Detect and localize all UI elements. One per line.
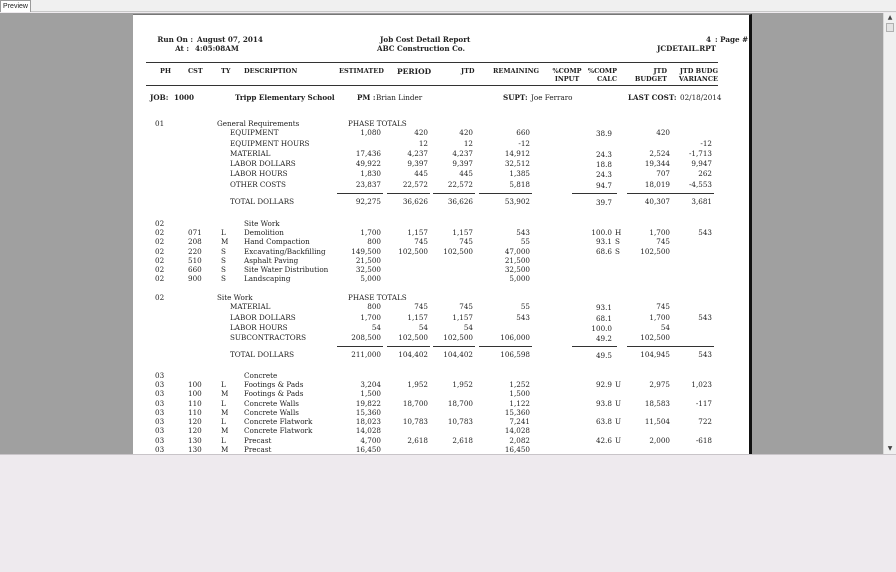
- detail-est: 21,500: [355, 255, 381, 265]
- detail-rem: 1,122: [509, 398, 530, 408]
- job-label: JOB:: [150, 93, 169, 102]
- phase-line-period: 22,572: [402, 179, 428, 189]
- detail-est: 3,204: [360, 380, 381, 390]
- phase-line-rem: 543: [516, 312, 530, 322]
- detail-ty: S: [221, 255, 226, 265]
- col-comp-input-1: %COMP: [552, 67, 582, 75]
- total-jtd: 36,626: [447, 197, 473, 206]
- detail-ty: L: [221, 417, 226, 427]
- detail-ph: 03: [155, 389, 165, 399]
- phase-line-label: EQUIPMENT HOURS: [230, 138, 310, 148]
- detail-flag: U: [615, 417, 622, 427]
- detail-description: Footings & Pads: [244, 380, 304, 390]
- detail-rem: 1,252: [509, 380, 530, 390]
- detail-jtd: 10,783: [447, 417, 473, 427]
- detail-ph: 02: [155, 228, 165, 238]
- detail-ph: 03: [155, 417, 165, 427]
- detail-period: 2,618: [407, 435, 428, 445]
- detail-flag: U: [615, 398, 622, 408]
- detail-description: Site Water Distribution: [244, 265, 329, 275]
- detail-cst: 110: [188, 398, 202, 408]
- phase-line-label: EQUIPMENT: [230, 128, 279, 138]
- phase-line-period: 102,500: [398, 333, 428, 343]
- phase-line-est: 208,500: [351, 333, 381, 343]
- phase-line-label: LABOR HOURS: [230, 322, 288, 332]
- empty-area: [0, 454, 896, 572]
- run-on-value: August 07, 2014: [197, 35, 263, 44]
- total-rule: [627, 193, 714, 194]
- detail-period: 102,500: [398, 246, 428, 256]
- detail-cst: 120: [188, 426, 202, 436]
- phase-line-budget: 54: [660, 322, 670, 332]
- pm-name: Brian Linder: [376, 93, 423, 102]
- phase-line-jtd: 420: [459, 128, 473, 138]
- tab-preview[interactable]: Preview: [0, 0, 31, 12]
- detail-description: Excavating/Backfilling: [244, 246, 326, 256]
- page-number: 4: [705, 35, 711, 44]
- detail-calc: 68.6: [595, 246, 612, 256]
- detail-rem: 21,500: [504, 255, 530, 265]
- detail-rem: 55: [520, 237, 530, 247]
- phase-line-jtd: 22,572: [447, 179, 473, 189]
- detail-cst: 660: [188, 265, 202, 275]
- detail-est: 1,500: [360, 389, 381, 399]
- detail-ty: S: [221, 265, 226, 275]
- detail-rem: 32,500: [504, 265, 530, 275]
- detail-rem: 2,082: [509, 435, 530, 445]
- detail-period: 18,700: [402, 398, 428, 408]
- detail-cst: 130: [188, 435, 202, 445]
- last-cost-date: 02/18/2014: [680, 93, 722, 102]
- phase-line-est: 23,837: [355, 179, 381, 189]
- phase-line-budget: 745: [656, 302, 670, 312]
- phase-line-jtd: 54: [463, 322, 473, 332]
- total-budget: 104,945: [640, 350, 670, 360]
- detail-ty: L: [221, 380, 226, 390]
- phase-line-rem: 1,385: [509, 169, 530, 179]
- phase-line-label: LABOR HOURS: [230, 169, 288, 179]
- phase-line-budget: 18,019: [644, 179, 670, 189]
- detail-budget: 1,700: [649, 228, 670, 238]
- detail-cst: 100: [188, 389, 202, 399]
- detail-period: 745: [414, 237, 428, 247]
- phase-line-budget: 420: [656, 128, 670, 138]
- total-rule: [387, 193, 430, 194]
- detail-ph: 03: [155, 380, 165, 390]
- detail-ph: 03: [155, 435, 165, 445]
- detail-ty: L: [221, 398, 226, 408]
- phase-line-var: -1,713: [688, 148, 712, 158]
- col-jtd: JTD: [461, 67, 475, 75]
- phase-line-est: 17,436: [355, 148, 381, 158]
- detail-est: 19,822: [355, 398, 381, 408]
- phase-line-jtd: 445: [459, 169, 473, 179]
- total-rule: [627, 346, 714, 347]
- phase-line-calc: 18.8: [595, 160, 612, 170]
- detail-ty: M: [221, 426, 229, 436]
- detail-rem: 5,000: [509, 274, 530, 284]
- phase-line-budget: 2,524: [649, 148, 670, 158]
- detail-ph: 02: [155, 274, 165, 284]
- detail-calc: 92.9: [595, 380, 612, 390]
- detail-budget: 2,000: [649, 435, 670, 445]
- detail-phase-name: Concrete: [244, 371, 278, 380]
- phase-line-jtd: 12: [463, 138, 473, 148]
- phase-line-label: OTHER COSTS: [230, 179, 286, 189]
- detail-ty: M: [221, 407, 229, 417]
- phase-line-rem: 660: [516, 128, 530, 138]
- detail-rem: 7,241: [509, 417, 530, 427]
- detail-ph: 03: [155, 426, 165, 436]
- detail-var: -117: [695, 398, 712, 408]
- phase-number: 01: [155, 119, 165, 128]
- detail-calc: 93.1: [595, 237, 612, 247]
- phase-line-jtd: 9,397: [452, 159, 473, 169]
- col-ph: PH: [160, 67, 172, 75]
- detail-jtd: 2,618: [452, 435, 473, 445]
- detail-description: Landscaping: [244, 274, 291, 284]
- phase-line-var: -12: [700, 138, 712, 148]
- phase-line-est: 1,700: [360, 312, 381, 322]
- detail-ph: 03: [155, 398, 165, 408]
- report-page: [133, 14, 752, 454]
- total-rule: [433, 346, 475, 347]
- detail-calc: 63.8: [595, 417, 612, 427]
- detail-rem: 47,000: [504, 246, 530, 256]
- detail-est: 5,000: [360, 274, 381, 284]
- detail-var: 722: [698, 417, 712, 427]
- detail-flag: S: [615, 237, 620, 247]
- phase-line-rem: 106,000: [500, 333, 530, 343]
- phase-line-calc: 49.2: [595, 334, 612, 344]
- col-ty: TY: [221, 67, 231, 75]
- detail-ty: S: [221, 246, 226, 256]
- scroll-up-icon[interactable]: ▲: [887, 14, 893, 21]
- detail-jtd: 18,700: [447, 398, 473, 408]
- detail-ty: S: [221, 274, 226, 284]
- phase-line-calc: 68.1: [595, 313, 612, 323]
- phase-line-period: 745: [414, 302, 428, 312]
- phase-line-period: 420: [414, 128, 428, 138]
- phase-totals-label: PHASE TOTALS: [348, 119, 407, 128]
- phase-line-label: LABOR DOLLARS: [230, 159, 296, 169]
- detail-jtd: 745: [459, 237, 473, 247]
- total-jtd: 104,402: [443, 350, 473, 360]
- detail-cst: 208: [188, 237, 202, 247]
- detail-est: 14,028: [355, 426, 381, 436]
- phase-line-budget: 1,700: [649, 312, 670, 322]
- detail-ty: M: [221, 237, 229, 247]
- detail-jtd: 102,500: [443, 246, 473, 256]
- total-period: 104,402: [398, 350, 428, 360]
- detail-calc: 42.6: [595, 435, 612, 445]
- detail-budget: 18,583: [644, 398, 670, 408]
- phase-line-period: 12: [418, 138, 428, 148]
- phase-name: General Requirements: [217, 119, 300, 128]
- detail-calc: 100.0: [591, 228, 612, 238]
- phase-line-var: 262: [698, 169, 712, 179]
- phase-line-label: MATERIAL: [230, 148, 271, 158]
- detail-var: 543: [698, 228, 712, 238]
- col-period: PERIOD: [397, 67, 432, 76]
- phase-line-est: 800: [367, 302, 381, 312]
- detail-description: Hand Compaction: [244, 237, 310, 247]
- total-rule: [479, 193, 532, 194]
- phase-line-jtd: 102,500: [443, 333, 473, 343]
- phase-line-jtd: 1,157: [452, 312, 473, 322]
- col-description: DESCRIPTION: [244, 67, 298, 75]
- detail-est: 4,700: [360, 435, 381, 445]
- detail-budget: 11,504: [644, 417, 670, 427]
- total-rem: 106,598: [500, 350, 530, 360]
- vertical-scrollbar[interactable]: [883, 13, 896, 454]
- detail-description: Concrete Flatwork: [244, 417, 313, 427]
- scroll-down-icon[interactable]: ▼: [887, 445, 893, 452]
- total-rem: 53,902: [504, 197, 530, 206]
- phase-line-period: 445: [414, 169, 428, 179]
- phase-line-period: 4,237: [407, 148, 428, 158]
- detail-rem: 16,450: [504, 444, 530, 454]
- col-remaining: REMAINING: [493, 67, 540, 75]
- phase-line-period: 9,397: [407, 159, 428, 169]
- detail-phase-number: 02: [155, 219, 165, 228]
- col-cst: CST: [188, 67, 203, 75]
- detail-est: 32,500: [355, 265, 381, 275]
- supt-name: Joe Ferraro: [531, 93, 573, 102]
- detail-period: 10,783: [402, 417, 428, 427]
- phase-line-budget: 102,500: [640, 333, 670, 343]
- phase-line-calc: 24.3: [595, 170, 612, 180]
- detail-est: 800: [367, 237, 381, 247]
- detail-ph: 02: [155, 265, 165, 275]
- detail-ty: L: [221, 435, 226, 445]
- phase-line-period: 1,157: [407, 312, 428, 322]
- detail-ph: 03: [155, 444, 165, 454]
- total-dollars-label: TOTAL DOLLARS: [230, 350, 295, 360]
- detail-description: Concrete Walls: [244, 398, 299, 408]
- detail-cst: 510: [188, 255, 202, 265]
- total-est: 92,275: [355, 197, 381, 206]
- detail-ty: M: [221, 444, 229, 454]
- phase-line-jtd: 745: [459, 302, 473, 312]
- detail-cst: 120: [188, 417, 202, 427]
- detail-budget: 102,500: [640, 246, 670, 256]
- col-comp-input-2: INPUT: [554, 75, 580, 83]
- supt-label: SUPT:: [503, 93, 528, 102]
- col-jtd-variance-2: VARIANCE: [678, 75, 718, 83]
- total-est: 211,000: [351, 350, 381, 360]
- detail-ty: L: [221, 228, 226, 238]
- detail-cst: 130: [188, 444, 202, 454]
- detail-cst: 100: [188, 380, 202, 390]
- phase-line-var: 543: [698, 312, 712, 322]
- detail-ph: 02: [155, 237, 165, 247]
- total-rule: [337, 346, 383, 347]
- report-file: JCDETAIL.RPT: [657, 44, 717, 53]
- total-var: 3,681: [691, 197, 712, 206]
- detail-description: Concrete Flatwork: [244, 426, 313, 436]
- detail-phase-number: 03: [155, 371, 165, 380]
- phase-line-calc: 38.9: [595, 129, 612, 139]
- phase-line-rem: 5,818: [509, 179, 530, 189]
- job-name: Tripp Elementary School: [235, 93, 335, 102]
- phase-line-label: SUBCONTRACTORS: [230, 333, 306, 343]
- total-budget: 40,307: [644, 197, 670, 206]
- detail-ph: 02: [155, 246, 165, 256]
- detail-cst: 900: [188, 274, 202, 284]
- detail-var: -618: [695, 435, 712, 445]
- detail-period: 1,157: [407, 228, 428, 238]
- phase-line-period: 54: [418, 322, 428, 332]
- detail-period: 1,952: [407, 380, 428, 390]
- report-title: Job Cost Detail Report: [380, 35, 471, 44]
- col-jtd-variance-1: JTD BUDG: [679, 67, 718, 75]
- phase-line-jtd: 4,237: [452, 148, 473, 158]
- detail-flag: S: [615, 246, 620, 256]
- tab-bar: [0, 0, 896, 12]
- phase-line-label: MATERIAL: [230, 302, 271, 312]
- detail-description: Demolition: [244, 228, 284, 238]
- total-rule: [572, 346, 617, 347]
- detail-est: 18,023: [355, 417, 381, 427]
- detail-description: Precast: [244, 435, 272, 445]
- phase-line-rem: 32,512: [504, 159, 530, 169]
- phase-line-est: 1,830: [360, 169, 381, 179]
- detail-flag: H: [615, 228, 622, 238]
- phase-line-calc: 93.1: [595, 303, 612, 313]
- total-rule: [337, 193, 383, 194]
- detail-ph: 03: [155, 407, 165, 417]
- detail-flag: U: [615, 435, 622, 445]
- last-cost-label: LAST COST:: [628, 93, 677, 102]
- phase-line-rem: 14,912: [504, 148, 530, 158]
- detail-cst: 110: [188, 407, 202, 417]
- detail-rem: 15,360: [504, 407, 530, 417]
- detail-budget: 745: [656, 237, 670, 247]
- col-jtd-budget-1: JTD: [653, 67, 667, 75]
- company-name: ABC Construction Co.: [377, 44, 465, 53]
- total-period: 36,626: [402, 197, 428, 206]
- col-estimated: ESTIMATED: [339, 67, 384, 75]
- scroll-thumb[interactable]: [886, 23, 894, 32]
- pm-label: PM :: [357, 93, 376, 102]
- detail-var: 1,023: [691, 380, 712, 390]
- total-rule: [433, 193, 475, 194]
- run-on-label: Run On :: [157, 35, 193, 44]
- at-value: 4:05:08AM: [195, 44, 239, 53]
- detail-ty: M: [221, 389, 229, 399]
- total-calc: 39.7: [595, 198, 612, 207]
- header-rule-top: [146, 62, 718, 63]
- phase-line-est: 1,080: [360, 128, 381, 138]
- phase-line-est: 49,922: [355, 159, 381, 169]
- phase-line-rem: 55: [520, 302, 530, 312]
- col-jtd-budget-2: BUDGET: [634, 75, 667, 83]
- phase-line-budget: 707: [656, 169, 670, 179]
- header-rule-bottom: [146, 85, 718, 86]
- detail-description: Asphalt Paving: [244, 255, 299, 265]
- phase-line-var: -4,553: [688, 179, 712, 189]
- total-calc: 49.5: [595, 351, 612, 361]
- page-label: : Page #: [715, 35, 749, 44]
- at-label: At :: [175, 44, 189, 53]
- detail-est: 15,360: [355, 407, 381, 417]
- detail-description: Precast: [244, 444, 272, 454]
- col-comp-calc-2: CALC: [597, 75, 617, 83]
- detail-flag: U: [615, 380, 622, 390]
- total-dollars-label: TOTAL DOLLARS: [230, 197, 295, 206]
- detail-phase-name: Site Work: [244, 219, 280, 228]
- detail-jtd: 1,952: [452, 380, 473, 390]
- detail-ph: 02: [155, 255, 165, 265]
- detail-rem: 543: [516, 228, 530, 238]
- phase-line-calc: 94.7: [595, 180, 612, 190]
- total-var: 543: [698, 350, 712, 360]
- detail-cst: 071: [188, 228, 202, 238]
- phase-totals-label: PHASE TOTALS: [348, 293, 407, 302]
- detail-calc: 93.8: [595, 398, 612, 408]
- detail-rem: 1,500: [509, 389, 530, 399]
- detail-est: 149,500: [351, 246, 381, 256]
- phase-line-rem: -12: [518, 138, 530, 148]
- total-rule: [572, 193, 617, 194]
- phase-line-calc: 100.0: [591, 323, 612, 333]
- phase-line-budget: 19,344: [644, 159, 670, 169]
- detail-description: Concrete Walls: [244, 407, 299, 417]
- detail-cst: 220: [188, 246, 202, 256]
- detail-jtd: 1,157: [452, 228, 473, 238]
- phase-line-var: 9,947: [691, 159, 712, 169]
- detail-budget: 2,975: [649, 380, 670, 390]
- phase-line-label: LABOR DOLLARS: [230, 312, 296, 322]
- preview-viewport: [0, 13, 883, 454]
- detail-est: 1,700: [360, 228, 381, 238]
- total-rule: [479, 346, 532, 347]
- total-rule: [387, 346, 430, 347]
- detail-description: Footings & Pads: [244, 389, 304, 399]
- detail-est: 16,450: [355, 444, 381, 454]
- detail-rem: 14,028: [504, 426, 530, 436]
- phase-number: 02: [155, 293, 165, 302]
- col-comp-calc-1: %COMP: [587, 67, 617, 75]
- phase-line-calc: 24.3: [595, 149, 612, 159]
- phase-line-est: 54: [371, 322, 381, 332]
- job-number: 1000: [174, 93, 195, 102]
- phase-name: Site Work: [217, 293, 253, 302]
